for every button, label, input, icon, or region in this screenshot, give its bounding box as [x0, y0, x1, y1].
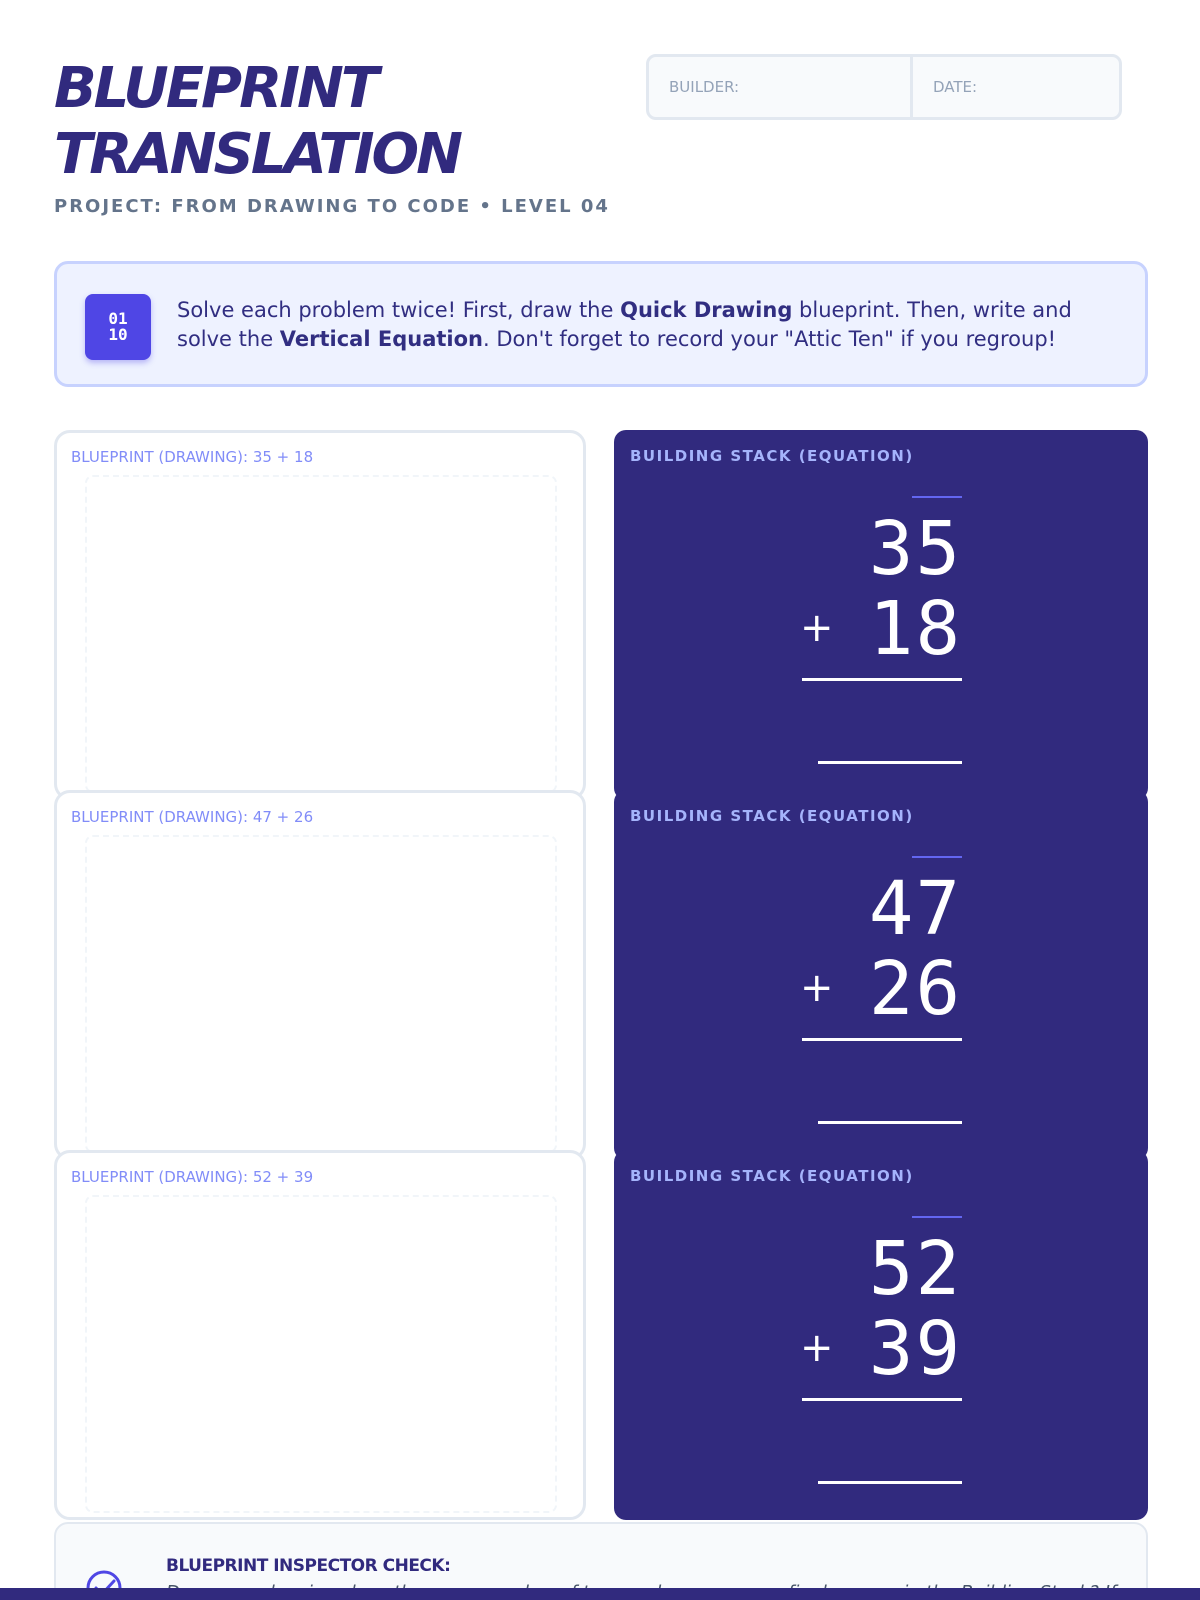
plus-sign: +: [800, 605, 834, 651]
problem-row: [54, 790, 1148, 1160]
drawing-label: BLUEPRINT (DRAWING): 35 + 18: [71, 448, 314, 466]
builder-label: BUILDER:: [669, 78, 740, 96]
problem-row: [54, 430, 1148, 800]
addend-top: 47: [868, 866, 962, 952]
equation-line: [802, 1398, 962, 1401]
equation-line: [802, 1038, 962, 1041]
instructions-panel: [54, 261, 1148, 387]
blueprint-drawing-card: [54, 430, 586, 800]
answer-blank[interactable]: [818, 1121, 962, 1124]
inspector-title: BLUEPRINT INSPECTOR CHECK:: [166, 1556, 451, 1576]
addend-top: 35: [868, 506, 962, 592]
blueprint-drawing-card: [54, 790, 586, 1160]
instructions-text: [177, 296, 1127, 354]
plus-sign: +: [800, 1325, 834, 1371]
stack-label: BUILDING STACK (EQUATION): [630, 1167, 914, 1185]
title-line-1: BLUEPRINT: [54, 56, 377, 121]
problem-row: [54, 1150, 1148, 1520]
instr-text-3: . Don't forget to record your "Attic Ten" if you regroup!: [482, 327, 1057, 351]
building-stack-card: [614, 1150, 1148, 1520]
drawing-area[interactable]: [85, 835, 557, 1153]
project-subtitle: PROJECT: FROM DRAWING TO CODE • LEVEL 04: [54, 196, 610, 217]
instr-bold-vertical-equation: Vertical Equation: [279, 327, 483, 351]
equation-line: [802, 678, 962, 681]
instr-bold-quick-drawing: Quick Drawing: [620, 298, 793, 322]
instr-text-1: Solve each problem twice! First, draw the: [177, 298, 621, 322]
badge-line-2: 10: [108, 325, 128, 344]
title-line-2: TRANSLATION: [54, 122, 461, 187]
attic-ten-blank[interactable]: [912, 496, 962, 498]
drawing-label: BLUEPRINT (DRAWING): 47 + 26: [71, 808, 314, 826]
badge-line-1: 01: [108, 309, 128, 328]
stack-label: BUILDING STACK (EQUATION): [630, 447, 914, 465]
date-label: DATE:: [933, 78, 978, 96]
footer-bar: [0, 1588, 1200, 1600]
drawing-area[interactable]: [85, 1195, 557, 1513]
addend-bottom: 39: [868, 1306, 962, 1392]
addend-bottom: 18: [868, 586, 962, 672]
stack-label: BUILDING STACK (EQUATION): [630, 807, 914, 825]
attic-ten-blank[interactable]: [912, 1216, 962, 1218]
name-date-box: [646, 54, 1122, 120]
blueprint-drawing-card: [54, 1150, 586, 1520]
drawing-area[interactable]: [85, 475, 557, 793]
plus-sign: +: [800, 965, 834, 1011]
worksheet-title: [54, 56, 614, 188]
building-stack-card: [614, 430, 1148, 800]
answer-blank[interactable]: [818, 1481, 962, 1484]
instr-text-2: blueprint. Then, write and solve the: [177, 298, 1072, 351]
binary-badge-icon: [85, 294, 151, 360]
building-stack-card: [614, 790, 1148, 1160]
builder-field[interactable]: [649, 57, 913, 117]
answer-blank[interactable]: [818, 761, 962, 764]
addend-bottom: 26: [868, 946, 962, 1032]
date-field[interactable]: [913, 57, 1119, 117]
drawing-label: BLUEPRINT (DRAWING): 52 + 39: [71, 1168, 314, 1186]
attic-ten-blank[interactable]: [912, 856, 962, 858]
addend-top: 52: [868, 1226, 962, 1312]
